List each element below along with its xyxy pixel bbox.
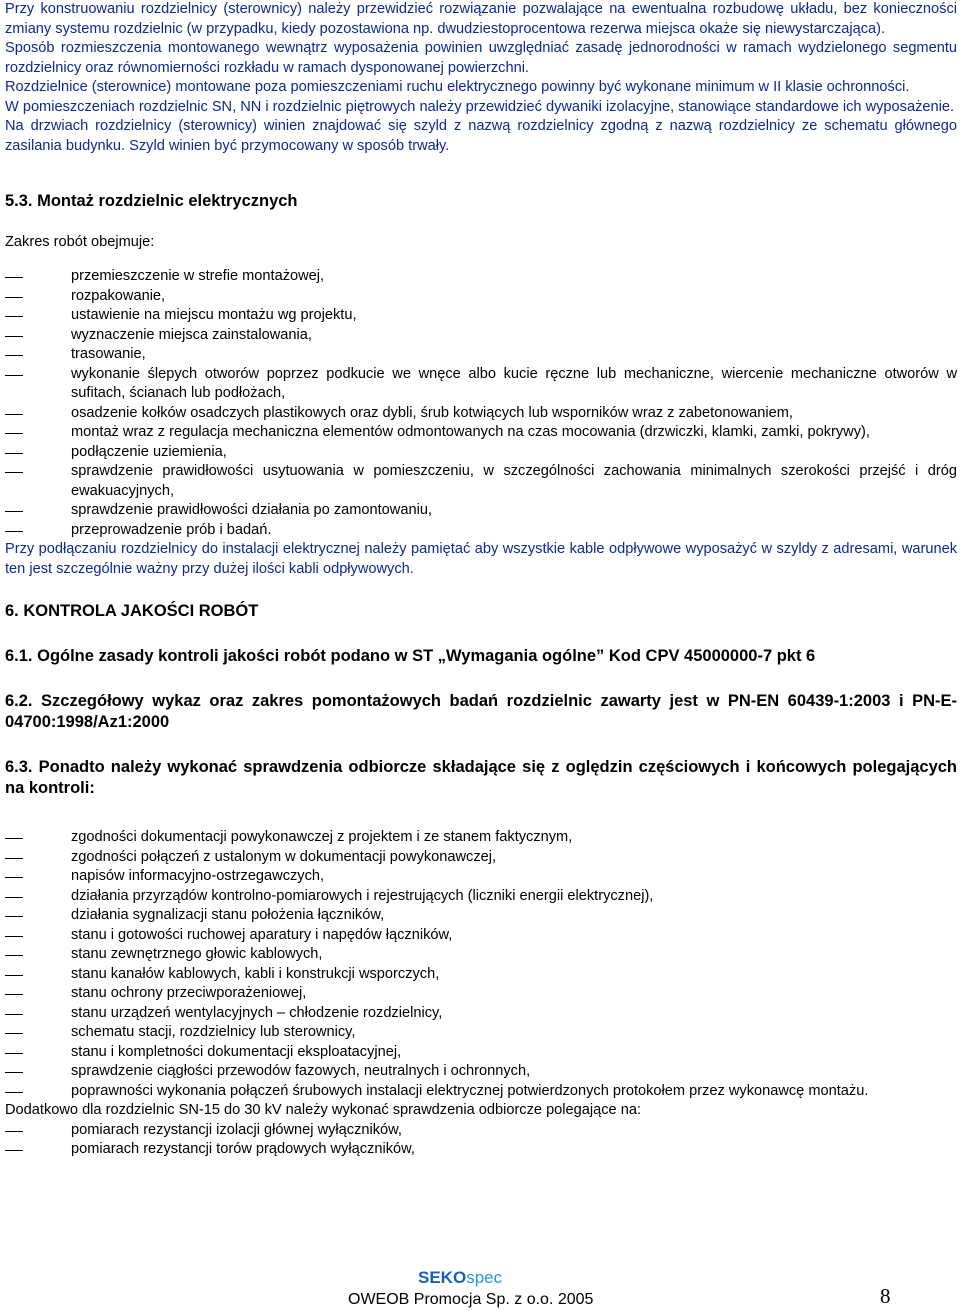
list-item: pomiarach rezystancji izolacji głównej wyłączników, — [71, 1121, 402, 1138]
list-item: stanu i gotowości ruchowej aparatury i napędów łączników, — [71, 926, 453, 943]
section-5-3-list — [5, 267, 957, 540]
section-6-3-heading: 6.3. Ponadto należy wykonać sprawdzenia odbiorcze składające się z oględzin częściowych i końcowych polegających na kontroli: — [5, 758, 957, 798]
list-item: sprawdzenie prawidłowości działania po zamontowaniu, — [71, 502, 432, 519]
paragraph-protection-class: Rozdzielnice (sterownice) montowane poza pomieszczeniami ruchu elektrycznego powinny być wykonane minimum w II klasie ochronności. — [5, 79, 910, 95]
section-5-3-closing: Przy podłączaniu rozdzielnicy do instalacji elektrycznej należy pamiętać aby wszystkie kable odpływowe wyposażyć w szyldy z adresami, warunek ten jest szczególnie ważny przy dużej ilości kabli odpływowych. — [5, 541, 957, 577]
paragraph-arrangement: Sposób rozmieszczenia montowanego wewnątrz wyposażenia powinien uwzględniać zasadę jednorodności w ramach wydzielonego segmentu rozdzielnicy oraz równomierności rozkładu w ramach dysponowanej powierzchni. — [5, 40, 957, 76]
list-item: stanu kanałów kablowych, kabli i konstrukcji wsporczych, — [71, 965, 440, 982]
list-item: wykonanie ślepych otworów poprzez podkucie we wnęce albo kucie ręczne lub mechaniczne, wiercenie mechaniczne otworów w sufitach, ścianach lub podłożach, — [71, 365, 957, 402]
list-item: podłączenie uziemienia, — [71, 443, 227, 460]
brand-logo: SEKOspec — [418, 1268, 503, 1287]
list-item: przemieszczenie w strefie montażowej, — [71, 268, 325, 285]
company-name: OWEOB Promocja Sp. z o.o. 2005 — [348, 1291, 594, 1308]
list-item: schematu stacji, rozdzielnicy lub sterownicy, — [71, 1024, 356, 1041]
paragraph-insulating-mats: W pomieszczeniach rozdzielnic SN, NN i rozdzielnic piętrowych należy przewidzieć dywaniki izolacyjne, stanowiące standardowe ich wyposażenie. — [5, 98, 955, 115]
list-item: poprawności wykonania połączeń śrubowych instalacji elektrycznej potwierdzonych protokołem przez wykonawcę montażu. — [71, 1082, 869, 1099]
list-item: zgodności połączeń z ustalonym w dokumentacji powykonawczej, — [71, 848, 497, 865]
section-5-3-intro: Zakres robót obejmuje: — [5, 234, 155, 250]
list-item: działania sygnalizacji stanu położenia łączników, — [71, 907, 385, 924]
section-6-3-list — [5, 828, 957, 1101]
list-item: pomiarach rezystancji torów prądowych wyłączników, — [71, 1141, 415, 1158]
list-item: stanu ochrony przeciwporażeniowej, — [71, 985, 307, 1002]
list-item: sprawdzenie prawidłowości usytuowania w pomieszczeniu, w szczególności zachowania minimalnych szerokości przejść i dróg ewakuacyjnych, — [71, 463, 957, 499]
document-page — [5, 0, 957, 1160]
section-6-1-heading: 6.1. Ogólne zasady kontroli jakości robót podano w ST „Wymagania ogólne” Kod CPV 45000000-7 pkt 6 — [5, 647, 816, 666]
section-6-2-heading: 6.2. Szczegółowy wykaz oraz zakres pomontażowych badań rozdzielnic zawarty jest w PN-EN 60439-1:2003 i PN-E-04700:1998/Az1:2000 — [5, 692, 957, 732]
paragraph-nameplate: Na drzwiach rozdzielnicy (sterownicy) winien znajdować się szyld z nazwą rozdzielnicy zgodną z nazwą rozdzielnicy ze schematu głównego zasilania budynku. Szyld winien być przymocowany w sposób trwały. — [5, 118, 957, 154]
list-item: wyznaczenie miejsca zainstalowania, — [71, 326, 312, 343]
list-item: montaż wraz z regulacja mechaniczna elementów odmontowanych na czas mocowania (drzwiczki, klamki, zamki, pokrywy), — [71, 424, 870, 441]
list-item: stanu zewnętrznego głowic kablowych, — [71, 946, 323, 963]
list-item: rozpakowanie, — [71, 287, 166, 304]
list-item: napisów informacyjno-ostrzegawczych, — [71, 868, 325, 885]
list-item: osadzenie kołków osadczych plastikowych oraz dybli, śrub kotwiących lub wsporników wraz z zabetonowaniem, — [71, 404, 793, 421]
list-item: stanu urządzeń wentylacyjnych – chłodzenie rozdzielnicy, — [71, 1004, 443, 1021]
list-item: sprawdzenie ciągłości przewodów fazowych, neutralnych i ochronnych, — [71, 1063, 531, 1080]
page-number: 8 — [880, 1284, 891, 1308]
list-item: stanu i kompletności dokumentacji eksploatacyjnej, — [71, 1043, 402, 1060]
list-item: zgodności dokumentacji powykonawczej z projektem i ze stanem faktycznym, — [71, 829, 573, 846]
section-6-extra-list — [5, 1121, 957, 1160]
section-6-extra-intro: Dodatkowo dla rozdzielnic SN-15 do 30 kV należy wykonać sprawdzenia odbiorcze polegające na: — [5, 1102, 642, 1119]
list-item: działania przyrządów kontrolno-pomiarowych i rejestrujących (liczniki energii elektrycznej), — [71, 887, 654, 904]
list-item: trasowanie, — [71, 346, 146, 363]
section-5-3-heading: 5.3. Montaż rozdzielnic elektrycznych — [5, 192, 298, 210]
list-item: przeprowadzenie prób i badań. — [71, 521, 272, 538]
list-item: ustawienie na miejscu montażu wg projektu, — [71, 307, 357, 324]
section-6-heading: 6. KONTROLA JAKOŚCI ROBÓT — [5, 602, 259, 621]
paragraph-extension: Przy konstruowaniu rozdzielnicy (sterownicy) należy przewidzieć rozwiązanie pozwalające na ewentualna rozbudowę układu, bez konieczności zmiany systemu rozdzielnic (w przypadku, kiedy pozostawiona np. dwudziestoprocentowa rezerwa miejsca okaże się niewystarczająca). — [5, 1, 957, 37]
